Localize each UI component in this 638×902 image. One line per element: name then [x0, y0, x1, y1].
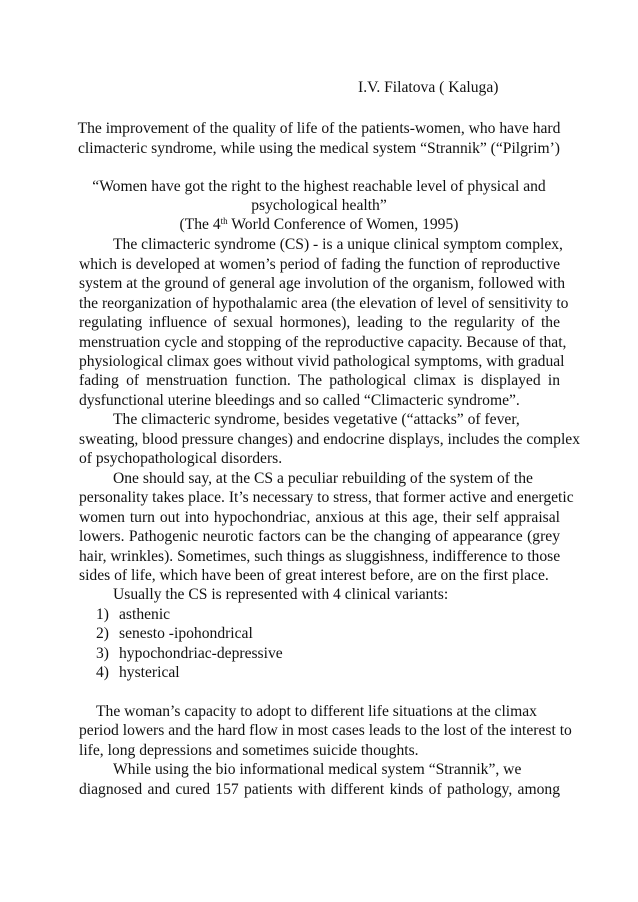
paragraph-3-line-4: lowers. Pathogenic neurotic factors can be the changing of appearance (grey: [79, 528, 560, 545]
list-item-number: 3): [96, 645, 109, 662]
paragraph-5-line-1: The woman’s capacity to adopt to different life situations at the climax: [96, 703, 537, 720]
author-line: I.V. Filatova ( Kaluga): [358, 79, 499, 96]
paragraph-1-line-2: which is developed at women’s period of fading the function of reproductive: [79, 256, 560, 273]
paragraph-3-line-6: sides of life, which have been of great interest before, are on the first place.: [79, 567, 549, 584]
paragraph-1-line-3: system at the ground of general age involution of the organism, followed with: [79, 275, 566, 292]
title-line-1: The improvement of the quality of life of the patients-women, who have hard: [77, 120, 561, 137]
paragraph-1-line-8: fading of menstruation function. The pathological climax is displayed in: [79, 372, 560, 389]
epigraph-line-1: “Women have got the right to the highest reachable level of physical and: [92, 178, 546, 195]
list-item-text: hysterical: [119, 664, 180, 681]
title-line-2: climacteric syndrome, while using the medical system “Strannik” (“Pilgrim’): [78, 140, 560, 157]
paragraph-1-line-9: dysfunctional uterine bleedings and so called “Climacteric syndrome”.: [79, 392, 520, 409]
paragraph-6-line-2: diagnosed and cured 157 patients with different kinds of pathology, among: [79, 781, 560, 798]
paragraph-2-line-2: sweating, blood pressure changes) and endocrine displays, includes the complex: [79, 431, 581, 448]
paragraph-3-line-5: hair, wrinkles). Sometimes, such things as sluggishness, indifference to those: [79, 548, 561, 565]
list-item-number: 2): [96, 625, 109, 642]
list-item-number: 4): [96, 664, 109, 681]
paragraph-3-line-2: personality takes place. It’s necessary to stress, that former active and energetic: [79, 489, 574, 506]
list-item-text: asthenic: [119, 606, 171, 623]
paragraph-1-line-1: The climacteric syndrome (CS) - is a unique clinical symptom complex,: [113, 236, 563, 253]
paragraph-2-line-3: of psychopathological disorders.: [79, 450, 283, 467]
paragraph-3-line-1: One should say, at the CS a peculiar rebuilding of the system of the: [113, 470, 533, 487]
epigraph-line-2: psychological health”: [251, 197, 387, 214]
epigraph-source: (The 4th World Conference of Women, 1995): [179, 216, 459, 233]
paragraph-1-line-5: regulating influence of sexual hormones), leading to the regularity of the: [79, 314, 560, 331]
paragraph-3-line-3: women turn out into hypochondriac, anxious at this age, their self appraisal: [79, 509, 560, 526]
paragraph-5-line-2: period lowers and the hard flow in most cases leads to the lost of the interest to: [79, 722, 572, 739]
paragraph-5-line-3: life, long depressions and sometimes suicide thoughts.: [79, 742, 419, 759]
list-item-text: senesto -ipohondrical: [119, 625, 253, 642]
paragraph-1-line-4: the reorganization of hypothalamic area (the elevation of level of sensitivity to: [79, 295, 569, 312]
variants-intro: Usually the CS is represented with 4 clinical variants:: [113, 586, 449, 603]
list-item-number: 1): [96, 606, 109, 623]
paragraph-1-line-7: physiological climax goes without vivid pathological symptoms, with gradual: [79, 353, 565, 370]
list-item-text: hypochondriac-depressive: [119, 645, 283, 662]
paragraph-1-line-6: menstruation cycle and stopping of the reproductive capacity. Because of that,: [79, 334, 567, 351]
paragraph-2-line-1: The climacteric syndrome, besides vegetative (“attacks” of fever,: [113, 411, 520, 428]
paragraph-6-line-1: While using the bio informational medical system “Strannik”, we: [113, 761, 522, 778]
